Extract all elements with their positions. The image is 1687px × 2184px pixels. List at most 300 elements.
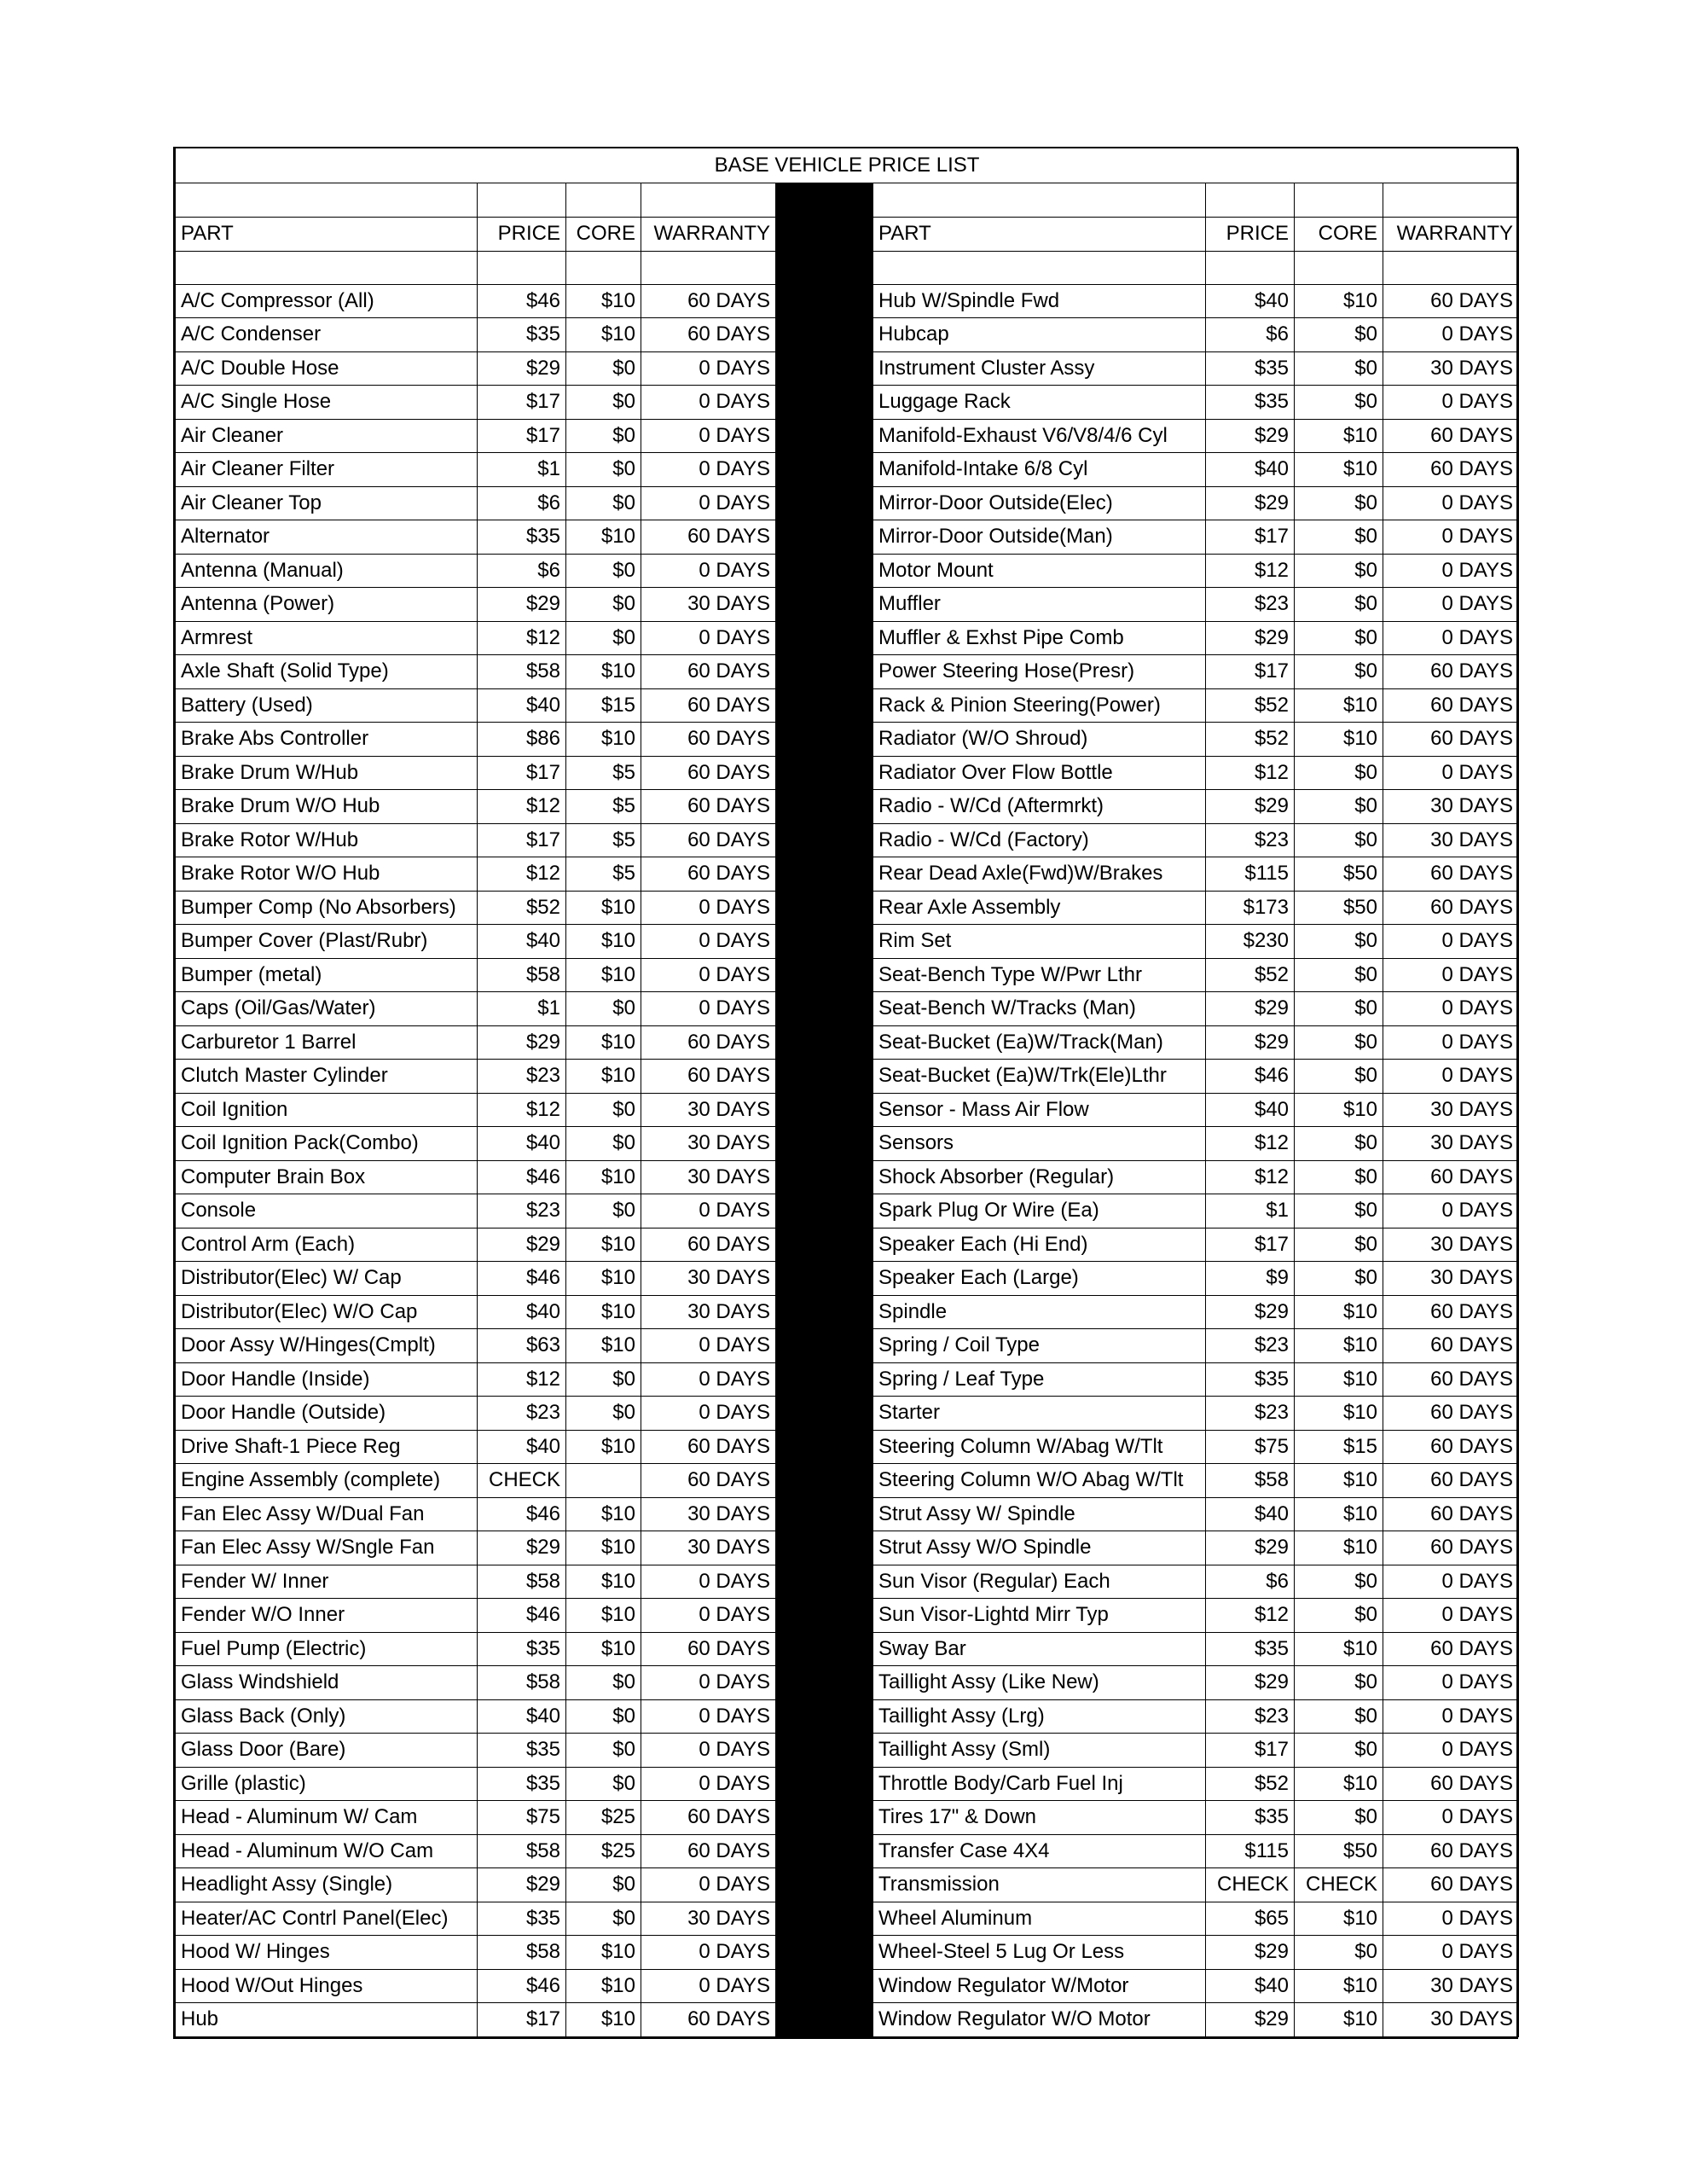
left-warranty-cell: 30 DAYS <box>641 1497 776 1531</box>
column-divider <box>776 621 873 655</box>
left-part-cell: Antenna (Power) <box>176 588 478 622</box>
left-price-cell: $35 <box>478 1632 566 1666</box>
right-warranty-cell: 0 DAYS <box>1383 318 1519 352</box>
column-divider <box>776 823 873 857</box>
table-row <box>176 790 1519 824</box>
left-core-cell: $0 <box>566 1093 641 1127</box>
table-row <box>176 1295 1519 1329</box>
price-list-table <box>175 148 1519 2037</box>
left-warranty-cell: 60 DAYS <box>641 688 776 723</box>
left-core-cell: $0 <box>566 453 641 487</box>
left-core-cell: $10 <box>566 1497 641 1531</box>
left-part-cell: Door Assy W/Hinges(Cmplt) <box>176 1329 478 1363</box>
right-part-cell: Rear Dead Axle(Fwd)W/Brakes <box>873 857 1206 892</box>
left-part-cell: Head - Aluminum W/ Cam <box>176 1801 478 1835</box>
right-price-cell: $23 <box>1206 588 1295 622</box>
right-core-cell: $10 <box>1295 1531 1383 1565</box>
right-part-cell: Manifold-Exhaust V6/V8/4/6 Cyl <box>873 419 1206 453</box>
table-row <box>176 1969 1519 2003</box>
left-part-cell: A/C Single Hose <box>176 386 478 420</box>
left-warranty-cell: 0 DAYS <box>641 992 776 1026</box>
spacer-row <box>176 183 1519 217</box>
right-price-cell: $35 <box>1206 351 1295 386</box>
left-price-cell: $52 <box>478 891 566 925</box>
table-row <box>176 1464 1519 1498</box>
left-warranty-cell: 60 DAYS <box>641 520 776 555</box>
right-warranty-cell: 30 DAYS <box>1383 1262 1519 1296</box>
left-price-cell: $40 <box>478 1430 566 1464</box>
left-warranty-cell: 0 DAYS <box>641 1599 776 1633</box>
table-row <box>176 520 1519 555</box>
right-part-cell: Sun Visor-Lightd Mirr Typ <box>873 1599 1206 1633</box>
column-divider <box>776 1093 873 1127</box>
left-part-cell: Armrest <box>176 621 478 655</box>
right-warranty-cell: 0 DAYS <box>1383 1565 1519 1599</box>
right-price-cell: $29 <box>1206 2003 1295 2037</box>
left-core-cell: $10 <box>566 1599 641 1633</box>
table-row <box>176 1734 1519 1768</box>
right-part-cell: Transmission <box>873 1868 1206 1902</box>
right-warranty-cell: 60 DAYS <box>1383 1531 1519 1565</box>
right-price-cell: $52 <box>1206 1767 1295 1801</box>
right-warranty-cell: 30 DAYS <box>1383 2003 1519 2037</box>
right-warranty-cell: 60 DAYS <box>1383 1329 1519 1363</box>
left-part-cell: Fan Elec Assy W/Dual Fan <box>176 1497 478 1531</box>
column-divider <box>776 1531 873 1565</box>
table-row <box>176 588 1519 622</box>
left-part-cell: Brake Drum W/Hub <box>176 756 478 790</box>
left-warranty-cell: 0 DAYS <box>641 1868 776 1902</box>
left-warranty-cell: 30 DAYS <box>641 588 776 622</box>
right-warranty-cell: 0 DAYS <box>1383 1599 1519 1633</box>
right-part-cell: Strut Assy W/O Spindle <box>873 1531 1206 1565</box>
right-core-cell: $0 <box>1295 992 1383 1026</box>
left-part-cell: Fan Elec Assy W/Sngle Fan <box>176 1531 478 1565</box>
right-price-cell: $17 <box>1206 1228 1295 1262</box>
right-warranty-cell: 60 DAYS <box>1383 419 1519 453</box>
left-warranty-cell: 60 DAYS <box>641 1464 776 1498</box>
right-core-cell: $10 <box>1295 1969 1383 2003</box>
left-part-cell: Coil Ignition Pack(Combo) <box>176 1127 478 1161</box>
column-divider <box>776 1599 873 1633</box>
left-price-cell: $23 <box>478 1397 566 1431</box>
column-divider <box>776 386 873 420</box>
left-core-cell: $10 <box>566 1295 641 1329</box>
left-part-cell: Console <box>176 1194 478 1228</box>
right-part-cell: Radiator (W/O Shroud) <box>873 723 1206 757</box>
left-price-cell: $29 <box>478 1025 566 1060</box>
left-warranty-cell: 60 DAYS <box>641 1228 776 1262</box>
right-warranty-cell: 60 DAYS <box>1383 1632 1519 1666</box>
left-warranty-cell: 30 DAYS <box>641 1160 776 1194</box>
column-divider <box>776 891 873 925</box>
right-warranty-cell: 60 DAYS <box>1383 1160 1519 1194</box>
left-warranty-cell: 0 DAYS <box>641 453 776 487</box>
right-part-cell: Taillight Assy (Sml) <box>873 1734 1206 1768</box>
right-part-cell: Rear Axle Assembly <box>873 891 1206 925</box>
left-part-cell: Hood W/ Hinges <box>176 1936 478 1970</box>
header-price-right: PRICE <box>1206 217 1295 251</box>
right-warranty-cell: 60 DAYS <box>1383 1362 1519 1397</box>
left-warranty-cell: 30 DAYS <box>641 1093 776 1127</box>
right-price-cell: $1 <box>1206 1194 1295 1228</box>
right-warranty-cell: 0 DAYS <box>1383 1025 1519 1060</box>
table-row <box>176 1194 1519 1228</box>
left-core-cell: $0 <box>566 621 641 655</box>
right-core-cell: $0 <box>1295 823 1383 857</box>
price-list-body <box>176 148 1519 2036</box>
column-divider <box>776 1565 873 1599</box>
right-warranty-cell: 0 DAYS <box>1383 588 1519 622</box>
right-price-cell: $6 <box>1206 318 1295 352</box>
table-row <box>176 688 1519 723</box>
right-price-cell: $17 <box>1206 1734 1295 1768</box>
left-core-cell: $10 <box>566 1262 641 1296</box>
right-part-cell: Throttle Body/Carb Fuel Inj <box>873 1767 1206 1801</box>
left-part-cell: Hood W/Out Hinges <box>176 1969 478 2003</box>
left-core-cell: $10 <box>566 655 641 689</box>
right-core-cell: $0 <box>1295 1599 1383 1633</box>
table-row <box>176 1834 1519 1868</box>
left-warranty-cell: 30 DAYS <box>641 1262 776 1296</box>
right-core-cell: $0 <box>1295 958 1383 992</box>
left-price-cell: $29 <box>478 351 566 386</box>
right-warranty-cell: 60 DAYS <box>1383 688 1519 723</box>
column-divider <box>776 1194 873 1228</box>
left-warranty-cell: 0 DAYS <box>641 1734 776 1768</box>
left-part-cell: Coil Ignition <box>176 1093 478 1127</box>
table-row <box>176 891 1519 925</box>
left-warranty-cell: 0 DAYS <box>641 1397 776 1431</box>
left-core-cell: $5 <box>566 790 641 824</box>
left-core-cell: $10 <box>566 958 641 992</box>
left-price-cell: $58 <box>478 1565 566 1599</box>
right-price-cell: $52 <box>1206 958 1295 992</box>
right-price-cell: $40 <box>1206 1497 1295 1531</box>
left-core-cell: $0 <box>566 1194 641 1228</box>
table-row <box>176 1936 1519 1970</box>
left-part-cell: Glass Door (Bare) <box>176 1734 478 1768</box>
left-part-cell: Hub <box>176 2003 478 2037</box>
right-core-cell: $10 <box>1295 284 1383 318</box>
left-warranty-cell: 60 DAYS <box>641 857 776 892</box>
right-warranty-cell: 30 DAYS <box>1383 790 1519 824</box>
left-core-cell: $10 <box>566 2003 641 2037</box>
left-price-cell: $23 <box>478 1194 566 1228</box>
column-divider <box>776 1902 873 1936</box>
right-warranty-cell: 60 DAYS <box>1383 655 1519 689</box>
right-part-cell: Seat-Bench W/Tracks (Man) <box>873 992 1206 1026</box>
right-core-cell: $10 <box>1295 1464 1383 1498</box>
column-divider <box>776 318 873 352</box>
right-core-cell: $50 <box>1295 857 1383 892</box>
column-divider <box>776 958 873 992</box>
left-price-cell: $86 <box>478 723 566 757</box>
left-price-cell: $75 <box>478 1801 566 1835</box>
right-price-cell: $12 <box>1206 554 1295 588</box>
left-price-cell: $58 <box>478 655 566 689</box>
right-warranty-cell: 0 DAYS <box>1383 958 1519 992</box>
left-part-cell: Door Handle (Outside) <box>176 1397 478 1431</box>
column-divider <box>776 790 873 824</box>
left-warranty-cell: 0 DAYS <box>641 1666 776 1700</box>
table-row <box>176 1902 1519 1936</box>
page-title: BASE VEHICLE PRICE LIST <box>176 148 1519 183</box>
right-part-cell: Radio - W/Cd (Factory) <box>873 823 1206 857</box>
table-row <box>176 1632 1519 1666</box>
table-row <box>176 1362 1519 1397</box>
right-warranty-cell: 0 DAYS <box>1383 621 1519 655</box>
column-divider <box>776 1497 873 1531</box>
left-core-cell: $10 <box>566 723 641 757</box>
right-warranty-cell: 60 DAYS <box>1383 723 1519 757</box>
table-row <box>176 1060 1519 1094</box>
left-part-cell: Clutch Master Cylinder <box>176 1060 478 1094</box>
left-core-cell: $0 <box>566 1734 641 1768</box>
column-divider <box>776 1025 873 1060</box>
right-core-cell: $10 <box>1295 2003 1383 2037</box>
right-price-cell: $40 <box>1206 284 1295 318</box>
left-warranty-cell: 60 DAYS <box>641 1632 776 1666</box>
left-warranty-cell: 60 DAYS <box>641 790 776 824</box>
right-core-cell: $10 <box>1295 1397 1383 1431</box>
right-part-cell: Sensors <box>873 1127 1206 1161</box>
right-warranty-cell: 60 DAYS <box>1383 1868 1519 1902</box>
right-part-cell: Starter <box>873 1397 1206 1431</box>
right-part-cell: Rim Set <box>873 925 1206 959</box>
left-core-cell: $10 <box>566 1531 641 1565</box>
right-warranty-cell: 60 DAYS <box>1383 284 1519 318</box>
right-core-cell: $10 <box>1295 1902 1383 1936</box>
left-part-cell: Glass Back (Only) <box>176 1699 478 1734</box>
left-core-cell: $0 <box>566 1362 641 1397</box>
price-list-sheet <box>173 147 1518 2039</box>
column-divider <box>776 1632 873 1666</box>
table-row <box>176 1160 1519 1194</box>
right-core-cell: $10 <box>1295 1329 1383 1363</box>
left-price-cell: $63 <box>478 1329 566 1363</box>
left-warranty-cell: 30 DAYS <box>641 1902 776 1936</box>
header-core-right: CORE <box>1295 217 1383 251</box>
left-price-cell: $12 <box>478 857 566 892</box>
left-core-cell: $0 <box>566 588 641 622</box>
left-price-cell: $58 <box>478 958 566 992</box>
left-core-cell: $0 <box>566 486 641 520</box>
right-core-cell: $0 <box>1295 756 1383 790</box>
right-price-cell: $17 <box>1206 520 1295 555</box>
right-part-cell: Spring / Leaf Type <box>873 1362 1206 1397</box>
left-warranty-cell: 60 DAYS <box>641 1060 776 1094</box>
table-row <box>176 351 1519 386</box>
left-warranty-cell: 60 DAYS <box>641 2003 776 2037</box>
left-warranty-cell: 0 DAYS <box>641 1969 776 2003</box>
left-part-cell: Computer Brain Box <box>176 1160 478 1194</box>
left-part-cell: Brake Rotor W/O Hub <box>176 857 478 892</box>
table-row <box>176 925 1519 959</box>
column-divider <box>776 1969 873 2003</box>
column-divider <box>776 1329 873 1363</box>
left-part-cell: Brake Rotor W/Hub <box>176 823 478 857</box>
left-price-cell: $17 <box>478 823 566 857</box>
left-core-cell: $10 <box>566 1969 641 2003</box>
left-warranty-cell: 0 DAYS <box>641 1362 776 1397</box>
right-warranty-cell: 30 DAYS <box>1383 1228 1519 1262</box>
right-part-cell: Manifold-Intake 6/8 Cyl <box>873 453 1206 487</box>
right-part-cell: Spindle <box>873 1295 1206 1329</box>
left-part-cell: Bumper Cover (Plast/Rubr) <box>176 925 478 959</box>
right-price-cell: $6 <box>1206 1565 1295 1599</box>
table-row <box>176 1531 1519 1565</box>
column-divider <box>776 688 873 723</box>
right-core-cell: $0 <box>1295 318 1383 352</box>
left-price-cell: $35 <box>478 520 566 555</box>
column-divider <box>776 1362 873 1397</box>
right-price-cell: $40 <box>1206 453 1295 487</box>
left-price-cell: $29 <box>478 1868 566 1902</box>
left-price-cell: $17 <box>478 386 566 420</box>
left-core-cell: $0 <box>566 351 641 386</box>
left-core-cell: $15 <box>566 688 641 723</box>
left-core-cell <box>566 1464 641 1498</box>
right-part-cell: Radiator Over Flow Bottle <box>873 756 1206 790</box>
left-warranty-cell: 0 DAYS <box>641 419 776 453</box>
header-core-left: CORE <box>566 217 641 251</box>
column-divider <box>776 486 873 520</box>
right-part-cell: Seat-Bucket (Ea)W/Trk(Ele)Lthr <box>873 1060 1206 1094</box>
left-part-cell: Axle Shaft (Solid Type) <box>176 655 478 689</box>
right-core-cell: $10 <box>1295 688 1383 723</box>
left-price-cell: $6 <box>478 486 566 520</box>
left-part-cell: Distributor(Elec) W/ Cap <box>176 1262 478 1296</box>
table-row <box>176 1599 1519 1633</box>
right-part-cell: Hub W/Spindle Fwd <box>873 284 1206 318</box>
right-warranty-cell: 60 DAYS <box>1383 1767 1519 1801</box>
right-core-cell: $0 <box>1295 1699 1383 1734</box>
right-price-cell: $58 <box>1206 1464 1295 1498</box>
right-warranty-cell: 0 DAYS <box>1383 756 1519 790</box>
column-divider <box>776 1834 873 1868</box>
column-divider <box>776 588 873 622</box>
left-price-cell: $58 <box>478 1834 566 1868</box>
right-warranty-cell: 60 DAYS <box>1383 891 1519 925</box>
table-row <box>176 1025 1519 1060</box>
left-part-cell: Grille (plastic) <box>176 1767 478 1801</box>
left-price-cell: $40 <box>478 1127 566 1161</box>
table-row <box>176 1127 1519 1161</box>
column-divider <box>776 857 873 892</box>
left-price-cell: $6 <box>478 554 566 588</box>
right-core-cell: $10 <box>1295 1632 1383 1666</box>
left-core-cell: $25 <box>566 1801 641 1835</box>
left-core-cell: $10 <box>566 925 641 959</box>
left-warranty-cell: 0 DAYS <box>641 1936 776 1970</box>
table-row <box>176 1666 1519 1700</box>
column-divider <box>776 419 873 453</box>
table-row <box>176 2003 1519 2037</box>
right-price-cell: $35 <box>1206 386 1295 420</box>
right-part-cell: Luggage Rack <box>873 386 1206 420</box>
right-part-cell: Steering Column W/Abag W/Tlt <box>873 1430 1206 1464</box>
left-core-cell: $10 <box>566 284 641 318</box>
right-core-cell: $0 <box>1295 1127 1383 1161</box>
table-row <box>176 1868 1519 1902</box>
left-part-cell: Glass Windshield <box>176 1666 478 1700</box>
right-part-cell: Spring / Coil Type <box>873 1329 1206 1363</box>
right-part-cell: Strut Assy W/ Spindle <box>873 1497 1206 1531</box>
right-price-cell: $29 <box>1206 1025 1295 1060</box>
left-price-cell: $35 <box>478 1734 566 1768</box>
right-price-cell: $23 <box>1206 1397 1295 1431</box>
right-warranty-cell: 0 DAYS <box>1383 1194 1519 1228</box>
table-row <box>176 621 1519 655</box>
left-warranty-cell: 0 DAYS <box>641 1194 776 1228</box>
right-price-cell: $29 <box>1206 992 1295 1026</box>
table-row <box>176 857 1519 892</box>
right-price-cell: $230 <box>1206 925 1295 959</box>
left-price-cell: $12 <box>478 1093 566 1127</box>
right-price-cell: $52 <box>1206 688 1295 723</box>
right-price-cell: $29 <box>1206 1531 1295 1565</box>
left-core-cell: $10 <box>566 318 641 352</box>
column-divider <box>776 1699 873 1734</box>
left-part-cell: Heater/AC Contrl Panel(Elec) <box>176 1902 478 1936</box>
left-warranty-cell: 60 DAYS <box>641 723 776 757</box>
right-core-cell: $0 <box>1295 1565 1383 1599</box>
left-price-cell: $40 <box>478 925 566 959</box>
left-core-cell: $10 <box>566 891 641 925</box>
right-part-cell: Hubcap <box>873 318 1206 352</box>
column-divider <box>776 992 873 1026</box>
column-divider <box>776 1464 873 1498</box>
right-part-cell: Tires 17" & Down <box>873 1801 1206 1835</box>
right-price-cell: $12 <box>1206 1160 1295 1194</box>
column-divider <box>776 723 873 757</box>
left-part-cell: Bumper (metal) <box>176 958 478 992</box>
column-divider <box>776 655 873 689</box>
right-warranty-cell: 0 DAYS <box>1383 520 1519 555</box>
right-price-cell: $35 <box>1206 1362 1295 1397</box>
right-part-cell: Window Regulator W/O Motor <box>873 2003 1206 2037</box>
left-warranty-cell: 0 DAYS <box>641 1329 776 1363</box>
left-warranty-cell: 30 DAYS <box>641 1127 776 1161</box>
left-part-cell: Air Cleaner <box>176 419 478 453</box>
right-core-cell: $10 <box>1295 1497 1383 1531</box>
column-divider <box>776 1936 873 1970</box>
right-part-cell: Sway Bar <box>873 1632 1206 1666</box>
left-price-cell: $35 <box>478 1902 566 1936</box>
right-price-cell: $23 <box>1206 1329 1295 1363</box>
left-part-cell: Antenna (Manual) <box>176 554 478 588</box>
right-part-cell: Steering Column W/O Abag W/Tlt <box>873 1464 1206 1498</box>
right-price-cell: $75 <box>1206 1430 1295 1464</box>
left-part-cell: Air Cleaner Top <box>176 486 478 520</box>
left-part-cell: Fuel Pump (Electric) <box>176 1632 478 1666</box>
spacer-row <box>176 251 1519 284</box>
right-core-cell: $10 <box>1295 1295 1383 1329</box>
left-core-cell: $0 <box>566 1902 641 1936</box>
right-core-cell: $0 <box>1295 1801 1383 1835</box>
table-row <box>176 1093 1519 1127</box>
right-warranty-cell: 0 DAYS <box>1383 1936 1519 1970</box>
table-row <box>176 655 1519 689</box>
left-part-cell: Drive Shaft-1 Piece Reg <box>176 1430 478 1464</box>
right-price-cell: $46 <box>1206 1060 1295 1094</box>
left-part-cell: Alternator <box>176 520 478 555</box>
right-core-cell: $0 <box>1295 520 1383 555</box>
left-core-cell: $0 <box>566 1666 641 1700</box>
right-core-cell: $10 <box>1295 419 1383 453</box>
right-price-cell: $12 <box>1206 1599 1295 1633</box>
